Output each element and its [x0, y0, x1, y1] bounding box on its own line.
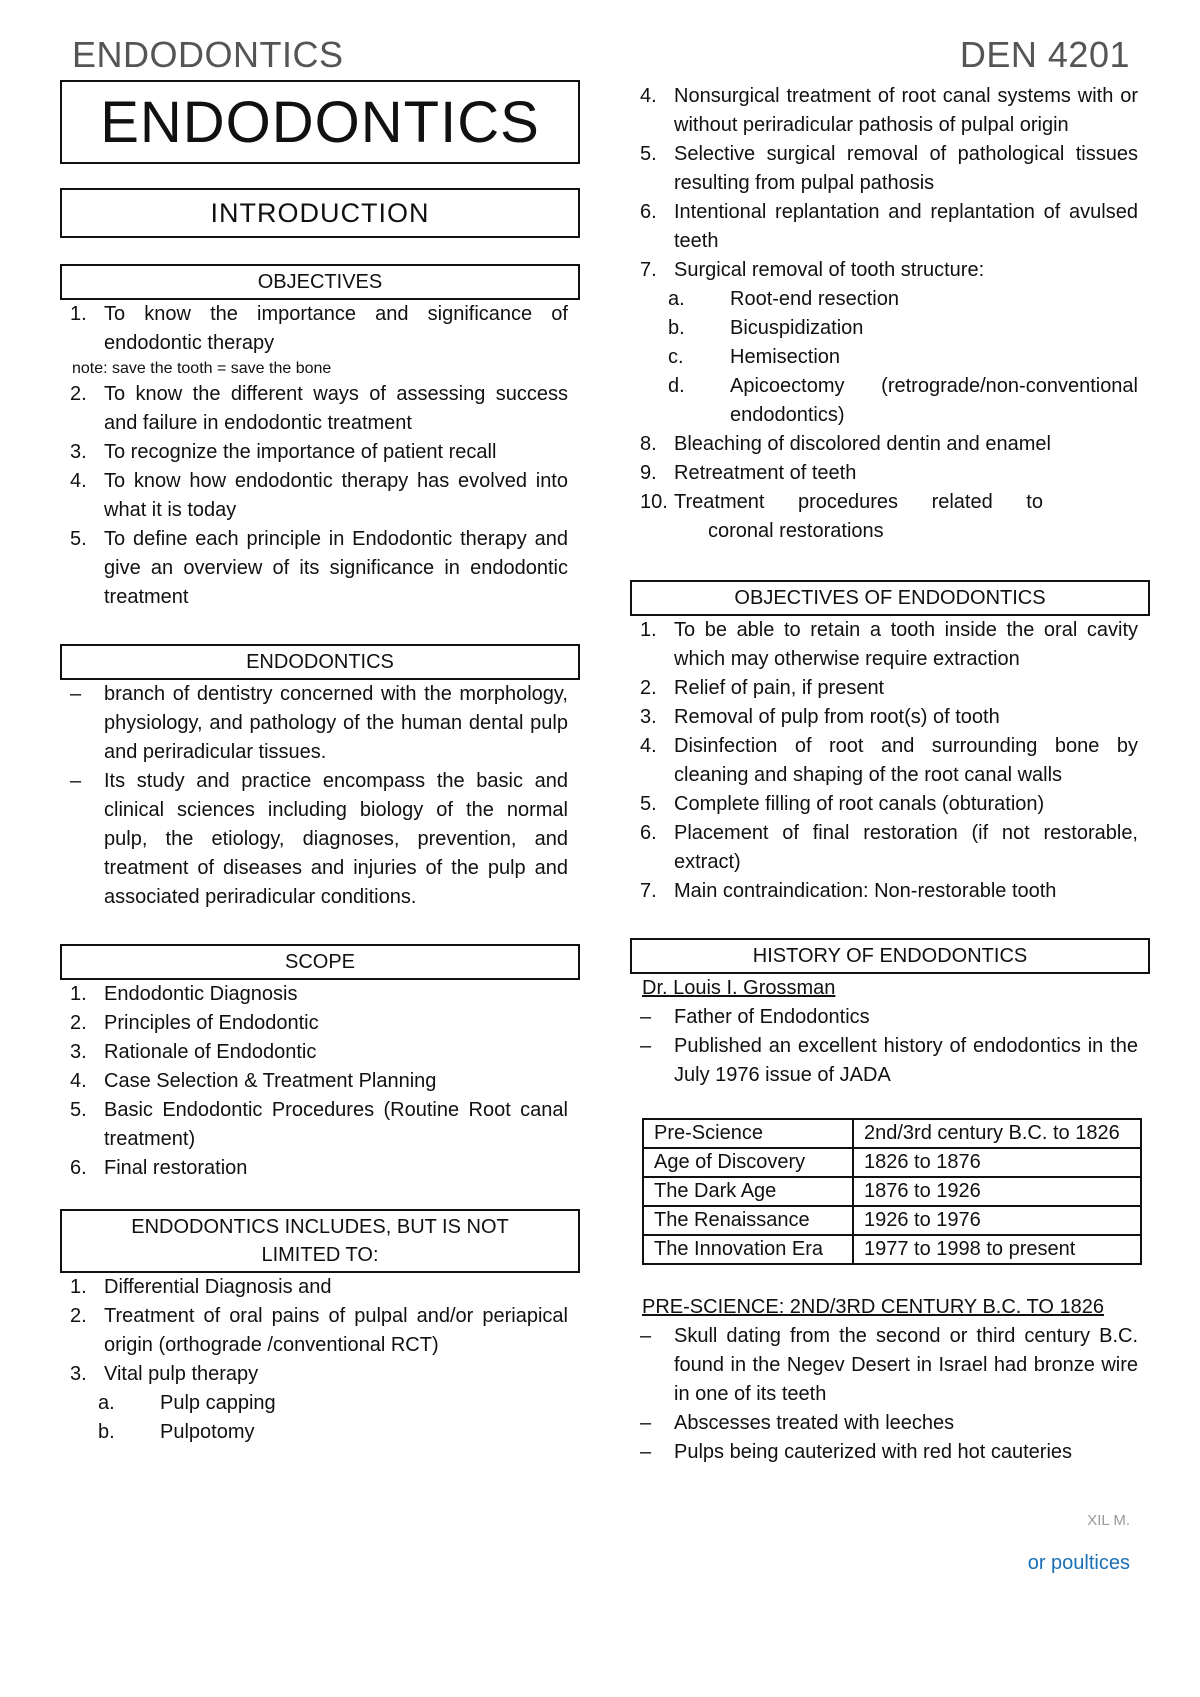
table-row: The Innovation Era 1977 to 1998 to present: [643, 1235, 1141, 1264]
table-row: Age of Discovery 1826 to 1876: [643, 1148, 1141, 1177]
list-item: 5. Selective surgical removal of pathological tissues resulting from pulpal pathosis: [640, 143, 1138, 194]
list-item: 1. To know the importance and significance of endodontic therapy: [70, 303, 568, 354]
list-item: – Its study and practice encompass the basic and clinical sciences including biology of the normal pulp, the etiology, diagnoses, prevention, and treatment of diseases and injuries of the pulp and associated periradicular conditions.: [70, 770, 568, 908]
prescience-list: [630, 1322, 1150, 1467]
list-item: 5. To define each principle in Endodontic therapy and give an overview of its significance in endodontic treatment: [70, 528, 568, 608]
list-item: 3. Rationale of Endodontic: [70, 1041, 317, 1063]
list-item: – Abscesses treated with leeches: [640, 1412, 955, 1434]
list-item: – Father of Endodontics: [640, 1006, 870, 1028]
objectives-of-endodontics-list: [630, 616, 1150, 906]
includes-list: [60, 1273, 580, 1447]
right-column: [630, 82, 1150, 1467]
history-person-name: Dr. Louis I. Grossman: [642, 977, 836, 999]
includes-heading: ENDODONTICS INCLUDES, BUT IS NOT LIMITED TO:: [60, 1209, 580, 1273]
prescience-heading: PRE-SCIENCE: 2ND/3RD CENTURY B.C. TO 1826: [642, 1296, 1104, 1318]
author-signature: XIL M.: [1087, 1512, 1130, 1529]
list-item: b. Pulpotomy: [98, 1421, 255, 1443]
list-item: 4. Nonsurgical treatment of root canal systems with or without periradicular pathosis of pulpal origin: [640, 85, 1138, 136]
history-heading: HISTORY OF ENDODONTICS: [630, 938, 1150, 974]
table-row: The Renaissance 1926 to 1976: [643, 1206, 1141, 1235]
objectives-of-endodontics-heading: OBJECTIVES OF ENDODONTICS: [630, 580, 1150, 616]
list-item: 4. Case Selection & Treatment Planning: [70, 1070, 437, 1092]
list-item: c. Hemisection: [668, 346, 841, 368]
list-item: 1. To be able to retain a tooth inside the oral cavity which may otherwise require extraction: [640, 619, 1138, 670]
list-item: 8. Bleaching of discolored dentin and enamel: [640, 433, 1051, 455]
list-item: 5. Basic Endodontic Procedures (Routine Root canal treatment): [70, 1099, 568, 1150]
running-header-course-code: DEN 4201: [959, 34, 1130, 75]
list-item: 1. Endodontic Diagnosis: [70, 983, 298, 1005]
left-column: [60, 80, 580, 1447]
list-item: 4. Disinfection of root and surrounding bone by cleaning and shaping of the root canal walls: [640, 735, 1138, 786]
running-header-subject: ENDODONTICS: [72, 34, 344, 75]
list-item: b. Bicuspidization: [668, 317, 864, 339]
list-item: 7. Main contraindication: Non-restorable tooth: [640, 880, 1057, 902]
list-item: 2. Principles of Endodontic: [70, 1012, 319, 1034]
objectives-list-cont: [60, 380, 580, 612]
objectives-note: note: save the tooth = save the bone: [72, 360, 332, 377]
list-item: 3. To recognize the importance of patient recall: [70, 441, 497, 463]
list-item: 1. Differential Diagnosis and: [70, 1276, 332, 1298]
objectives-heading: OBJECTIVES: [60, 264, 580, 300]
table-row: Pre-Science 2nd/3rd century B.C. to 1826: [643, 1119, 1141, 1148]
scope-heading: SCOPE: [60, 944, 580, 980]
list-item: 6. Final restoration: [70, 1157, 248, 1179]
scope-list: [60, 980, 580, 1183]
continuation-note: or poultices: [1027, 1552, 1130, 1574]
list-item: 6. Placement of final restoration (if not restorable, extract): [640, 822, 1138, 873]
objectives-list: [60, 300, 580, 358]
list-item: 7. Surgical removal of tooth structure:: [640, 259, 985, 281]
section-title-introduction: INTRODUCTION: [60, 188, 580, 238]
list-item: 2. Relief of pain, if present: [640, 677, 885, 699]
list-item: – Published an excellent history of endodontics in the July 1976 issue of JADA: [640, 1035, 1138, 1086]
list-item: 2. Treatment of oral pains of pulpal and/or periapical origin (orthograde /conventional RCT): [70, 1305, 568, 1356]
includes-list-continued: [630, 82, 1150, 517]
endodontics-definition-list: [60, 680, 580, 912]
list-item-continuation: coronal restorations: [708, 520, 884, 542]
list-item: d. Apicoectomy (retrograde/non-conventional endodontics): [668, 375, 1138, 426]
list-item: a. Pulp capping: [98, 1392, 276, 1414]
table-row: The Dark Age 1876 to 1926: [643, 1177, 1141, 1206]
list-item: – Skull dating from the second or third century B.C. found in the Negev Desert in Israel had bronze wire in one of its teeth: [640, 1325, 1138, 1405]
list-item: 4. To know how endodontic therapy has evolved into what it is today: [70, 470, 568, 521]
list-item: – Pulps being cauterized with red hot cauteries: [640, 1441, 1073, 1463]
endodontics-heading: ENDODONTICS: [60, 644, 580, 680]
list-item: 5. Complete filling of root canals (obturation): [640, 793, 1045, 815]
list-item: a. Root-end resection: [668, 288, 899, 310]
list-item: – branch of dentistry concerned with the morphology, physiology, and pathology of the human dental pulp and periradicular tissues.: [70, 683, 568, 763]
history-person-list: [630, 1003, 1150, 1090]
list-item: 10. Treatment procedures related to: [640, 491, 1043, 513]
list-item: 2. To know the different ways of assessing success and failure in endodontic treatment: [70, 383, 568, 434]
list-item: 6. Intentional replantation and replantation of avulsed teeth: [640, 201, 1138, 252]
list-item: 9. Retreatment of teeth: [640, 462, 857, 484]
page-title: ENDODONTICS: [60, 80, 580, 164]
history-eras-table: [642, 1118, 1142, 1265]
list-item: 3. Vital pulp therapy: [70, 1363, 259, 1385]
list-item: 3. Removal of pulp from root(s) of tooth: [640, 706, 1000, 728]
